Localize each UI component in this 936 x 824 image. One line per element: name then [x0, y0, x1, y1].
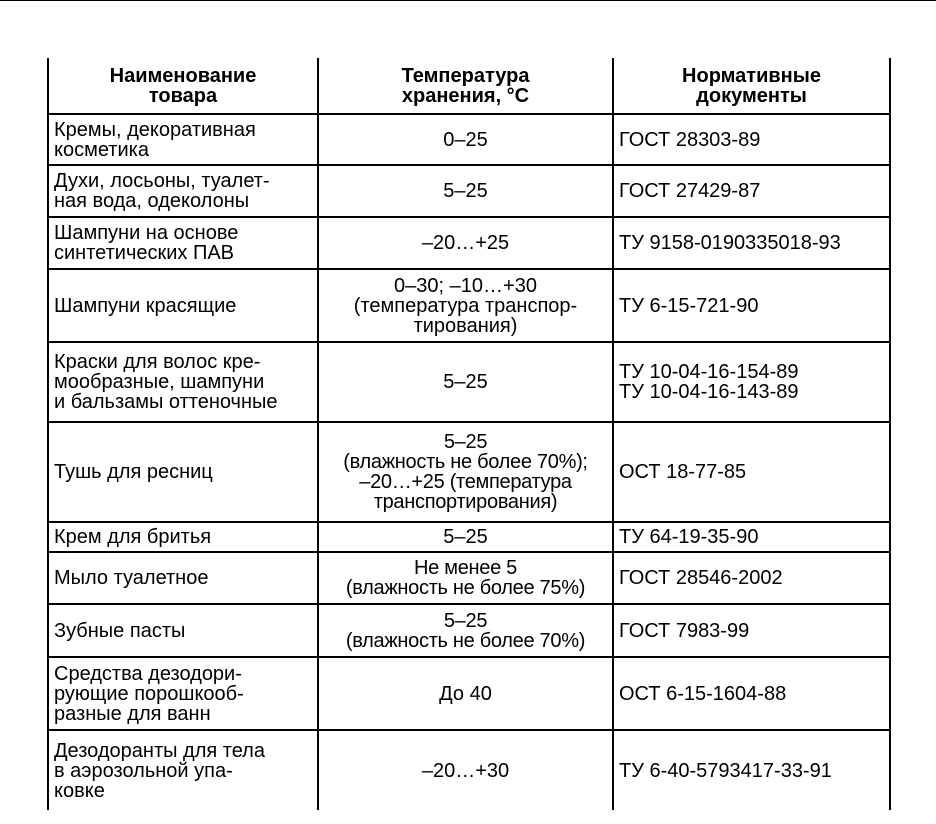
cell-line: Зубные пасты: [54, 619, 186, 642]
cell-product: [48, 114, 318, 165]
cell-line: –20…+25: [421, 232, 510, 254]
cell-line: ГОСТ 7983-99: [619, 619, 750, 642]
header-docs-line: Нормативные: [682, 64, 821, 87]
table-row: [48, 269, 890, 342]
cell-line: синтетических ПАВ: [54, 242, 235, 264]
cell-temperature: [318, 342, 613, 422]
cell-line: 0–30; –10…+30: [394, 274, 537, 297]
cell-line: разные для ванн: [54, 702, 211, 725]
cell-line: ТУ 10-04-16-143-89: [619, 381, 799, 403]
cell-line: Крем для бритья: [54, 526, 212, 548]
cell-temperature: [318, 522, 613, 552]
cell-product: [48, 422, 318, 522]
header-temp-line: Температура: [401, 64, 530, 87]
header-name-line: товара: [148, 84, 218, 107]
cell-line: транспортирования): [373, 491, 558, 513]
cell-line: ковке: [54, 779, 105, 802]
cell-line: рующие порошкооб-: [54, 682, 244, 705]
table-row: [48, 552, 890, 604]
cell-product: [48, 552, 318, 604]
cell-temperature: [318, 114, 613, 165]
cell-line: 5–25: [443, 526, 488, 548]
cell-line: Дезодоранты для тела: [54, 739, 265, 762]
cell-document: [613, 730, 890, 810]
cell-line: ГОСТ 27429-87: [619, 180, 761, 202]
cell-line: Шампуни красящие: [54, 294, 237, 317]
cell-product: [48, 165, 318, 217]
cell-line: 5–25: [443, 609, 488, 632]
cell-document: [613, 657, 890, 730]
cell-line: ОСТ 6-15-1604-88: [619, 682, 787, 705]
cell-line: ТУ 10-04-16-154-89: [619, 361, 799, 383]
cell-temperature: [318, 269, 613, 342]
table-row: [48, 657, 890, 730]
table-row: [48, 342, 890, 422]
cell-line: тирования): [413, 314, 518, 337]
cell-line: Средства дезодори-: [54, 662, 242, 685]
cell-line: –20…+25 (температура: [359, 471, 572, 493]
cell-line: Краски для волос кре-: [54, 351, 261, 373]
cell-line: ТУ 9158-0190335018-93: [619, 232, 841, 254]
cell-product: [48, 269, 318, 342]
header-temp: [318, 58, 613, 114]
cell-document: [613, 165, 890, 217]
table-row: [48, 114, 890, 165]
top-rule: [0, 0, 936, 1]
cell-line: 5–25: [443, 180, 488, 202]
cell-line: (влажность не более 70%): [345, 629, 586, 652]
table-row: [48, 422, 890, 522]
cell-product: [48, 522, 318, 552]
cell-line: ТУ 64-19-35-90: [619, 526, 759, 548]
cell-temperature: [318, 422, 613, 522]
header-name: [48, 58, 318, 114]
cell-line: мообразные, шампуни: [54, 371, 265, 393]
cell-line: 5–25: [443, 371, 488, 393]
header-temp-line: хранения, °С: [401, 84, 530, 107]
cell-document: [613, 522, 890, 552]
cell-document: [613, 342, 890, 422]
cell-product: [48, 604, 318, 657]
cell-line: ТУ 6-15-721-90: [619, 294, 759, 317]
cell-temperature: [318, 604, 613, 657]
cell-document: [613, 269, 890, 342]
cell-product: [48, 217, 318, 269]
cell-document: [613, 114, 890, 165]
cell-document: [613, 552, 890, 604]
cell-line: и бальзамы оттеночные: [54, 391, 278, 413]
cell-line: –20…+30: [421, 759, 510, 782]
cell-line: Не менее 5: [414, 557, 517, 579]
cell-document: [613, 422, 890, 522]
cell-line: Тушь для ресниц: [54, 461, 213, 483]
cell-line: Духи, лосьоны, туалет-: [54, 170, 270, 192]
cell-line: ОСТ 18-77-85: [619, 461, 747, 483]
cell-product: [48, 657, 318, 730]
cell-temperature: [318, 552, 613, 604]
cell-line: (температура транспор-: [353, 294, 578, 317]
cell-line: Шампуни на основе: [54, 222, 239, 244]
storage-table: [47, 58, 891, 810]
cell-line: (влажность не более 70%);: [343, 451, 588, 473]
cell-line: Мыло туалетное: [54, 567, 209, 589]
cell-line: До 40: [439, 682, 492, 705]
table-row: [48, 165, 890, 217]
cell-line: Кремы, декоративная: [54, 118, 256, 141]
cell-line: 0–25: [443, 128, 488, 151]
cell-line: 5–25: [443, 431, 488, 453]
cell-line: ГОСТ 28546-2002: [619, 567, 783, 589]
cell-line: ная вода, одеколоны: [54, 190, 250, 212]
cell-line: ГОСТ 28303-89: [619, 128, 761, 151]
table-row: [48, 217, 890, 269]
cell-line: ТУ 6-40-5793417-33-91: [619, 759, 832, 782]
cell-temperature: [318, 657, 613, 730]
cell-line: в аэрозольной упа-: [54, 759, 233, 782]
cell-line: косметика: [54, 138, 149, 161]
cell-product: [48, 730, 318, 810]
header-docs: [613, 58, 890, 114]
cell-temperature: [318, 730, 613, 810]
table-row: [48, 604, 890, 657]
table-row: [48, 522, 890, 552]
header-docs-line: документы: [696, 84, 807, 107]
cell-document: [613, 604, 890, 657]
header-row: [48, 58, 890, 114]
header-name-line: Наименование: [109, 64, 257, 87]
cell-temperature: [318, 165, 613, 217]
cell-document: [613, 217, 890, 269]
table-row: [48, 730, 890, 810]
cell-temperature: [318, 217, 613, 269]
cell-line: (влажность не более 75%): [345, 577, 586, 599]
cell-product: [48, 342, 318, 422]
